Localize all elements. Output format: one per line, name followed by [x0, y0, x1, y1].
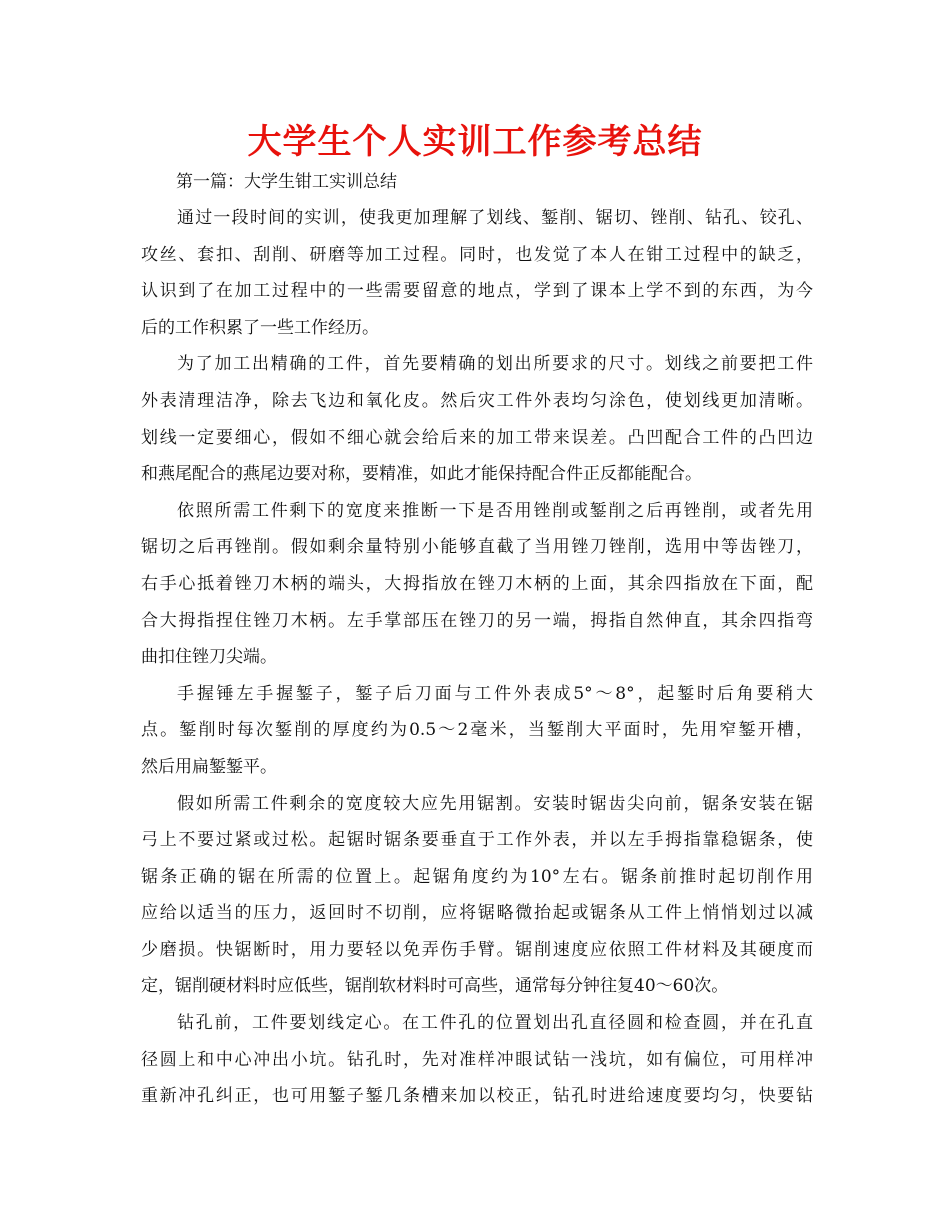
text-line: 然后用扁錾錾平。 — [141, 756, 277, 777]
text-line: 应给以适当的压力，返回时不切削，应将锯略微抬起或锯条从工件上悄悄划过以减 — [141, 903, 813, 924]
text-line: 右手心抵着锉刀木柄的端头，大拇指放在锉刀木柄的上面，其余四指放在下面，配 — [141, 573, 813, 594]
text-line: 重新冲孔纠正，也可用錾子錾几条槽来加以校正，钻孔时进给速度要均匀，快要钻 — [141, 1086, 813, 1107]
text-line: 手握锤左手握錾子，錾子后刀面与工件外表成5°～8°，起錾时后角要稍大 — [177, 683, 813, 704]
paragraph — [141, 493, 813, 676]
text-line: 后的工作积累了一些工作经历。 — [141, 317, 379, 338]
document-title: 大学生个人实训工作参考总结 — [247, 122, 703, 162]
text-line: 定，锯削硬材料时应低些，锯削软材料时可高些，通常每分钟往复40～60次。 — [141, 976, 729, 997]
text-line: 依照所需工件剩下的宽度来推断一下是否用锉削或錾削之后再锉削，或者先用 — [177, 500, 813, 521]
text-line: 锯条正确的锯在所需的位置上。起锯角度约为10°左右。锯条前推时起切削作用 — [141, 866, 813, 887]
text-line: 攻丝、套扣、刮削、研磨等加工过程。同时，也发觉了本人在钳工过程中的缺乏， — [141, 244, 813, 265]
text-line: 少磨损。快锯断时，用力要轻以免弄伤手臂。锯削速度应依照工件材料及其硬度而 — [141, 939, 813, 960]
text-line: 划线一定要细心，假如不细心就会给后来的加工带来误差。凸凹配合工件的凸凹边 — [141, 427, 813, 448]
text-line: 和燕尾配合的燕尾边要对称，要精准，如此才能保持配合件正反都能配合。 — [141, 464, 702, 485]
text-line: 合大拇指捏住锉刀木柄。左手掌部压在锉刀的另一端，拇指自然伸直，其余四指弯 — [141, 610, 813, 631]
text-line: 假如所需工件剩余的宽度较大应先用锯割。安装时锯齿尖向前，锯条安装在锯 — [177, 793, 813, 814]
paragraph — [141, 200, 813, 346]
paragraph — [141, 786, 813, 1006]
section-heading: 第一篇：大学生钳工实训总结 — [176, 172, 397, 192]
text-line: 通过一段时间的实训，使我更加理解了划线、錾削、锯切、锉削、钻孔、铰孔、 — [177, 208, 813, 228]
text-line: 外表清理洁净，除去飞边和氧化皮。然后灾工件外表均匀涂色，使划线更加清晰。 — [141, 390, 813, 411]
text-line: 弓上不要过紧或过松。起锯时锯条要垂直于工作外表，并以左手拇指靠稳锯条，使 — [141, 830, 813, 851]
text-line: 钻孔前，工件要划线定心。在工件孔的位置划出孔直径圆和检查圆，并在孔直 — [177, 1013, 813, 1034]
text-line: 认识到了在加工过程中的一些需要留意的地点，学到了课本上学不到的东西，为今 — [141, 281, 813, 302]
text-line: 为了加工出精确的工件，首先要精确的划出所要求的尺寸。划线之前要把工件 — [177, 354, 813, 375]
text-line: 点。錾削时每次錾削的厚度约为0.5～2毫米，当錾削大平面时，先用窄錾开槽， — [141, 720, 813, 741]
document-body — [141, 200, 813, 1115]
text-line: 径圆上和中心冲出小坑。钻孔时，先对准样冲眼试钻一浅坑，如有偏位，可用样冲 — [141, 1049, 813, 1070]
paragraph — [141, 676, 813, 786]
paragraph — [141, 346, 813, 492]
text-line: 锯切之后再锉削。假如剩余量特别小能够直截了当用锉刀锉削，选用中等齿锉刀， — [141, 537, 813, 558]
text-line: 曲扣住锉刀尖端。 — [141, 647, 277, 668]
paragraph — [141, 1005, 813, 1115]
